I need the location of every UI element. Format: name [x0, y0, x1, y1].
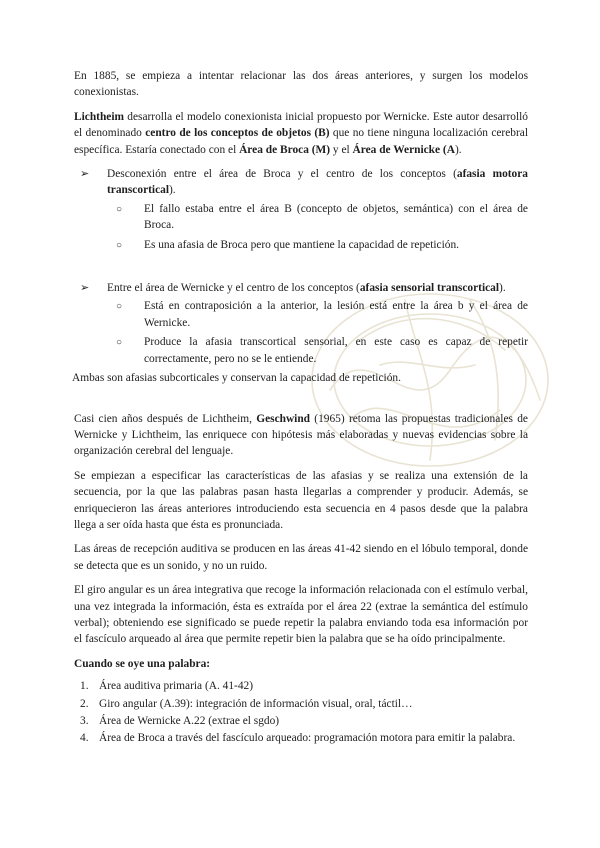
sub-bullet: ○ Está en contraposición a la anterior, la lesión está entre la área b y el área de Wernicke.: [116, 300, 528, 329]
circle-bullet-icon: ○: [116, 337, 123, 349]
arrow-bullet-icon: ➢: [80, 282, 90, 295]
bullet-afasia-sensorial: ➢ Entre el área de Wernicke y el centro de los conceptos (afasia sensorial transcortical).: [80, 280, 528, 296]
term-geschwind: Geschwind: [256, 412, 311, 425]
circle-bullet-icon: ○: [116, 239, 123, 251]
list-item: 2. Giro angular (A.39): integración de información visual, oral, táctil…: [80, 697, 413, 710]
paragraph-secuencia: Se empiezan a especificar las características de las afasias y se realiza una extensión de la secuencia, por la que las palabras pasan hasta llegarlas a comprender y producir. Además, se enriquecieron las áreas anteriores introduciendo esta secuencia en 4 pasos desde que la palabra llega a ser oída hasta que ésta es pronunciada.: [74, 469, 528, 531]
sub-bullet: ○ Es una afasia de Broca pero que mantiene la capacidad de repetición.: [116, 237, 528, 253]
term-area-wernicke: Área de Wernicke (A: [352, 143, 455, 156]
sub-bullet: ○ El fallo estaba entre el área B (concepto de objetos, semántica) con el área de Broca.: [116, 202, 528, 232]
term-area-broca: Área de Broca (M): [239, 143, 331, 156]
list-item: 3. Área de Wernicke A.22 (extrae el sgdo): [80, 715, 280, 727]
document-page: [74, 68, 528, 748]
circle-bullet-icon: ○: [116, 203, 123, 215]
list-item: 1. Área auditiva primaria (A. 41-42): [80, 680, 254, 693]
arrow-bullet-icon: ➢: [80, 168, 90, 181]
list-item: 4. Área de Broca a través del fascículo arqueado: programación motora para emitir la palabra.: [80, 732, 516, 745]
paragraph-closing: Ambas son afasias subcorticales y conservan la capacidad de repetición.: [72, 372, 401, 385]
circle-bullet-icon: ○: [116, 301, 123, 313]
term-centro-conceptos: centro de los conceptos de objetos (B): [145, 127, 330, 140]
paragraph-intro: En 1885, se empieza a intentar relacionar las dos áreas anteriores, y surgen los modelos conexionistas.: [74, 70, 528, 99]
paragraph-lichtheim: Lichtheim desarrolla el modelo conexionista inicial propuesto por Wernicke. Este autor desarrolló el denominado centro de los conceptos de objetos (B) que no tiene ninguna localización cerebral específica. Estaría conectado con el Área de Broca (M) y el Área de Wernicke (A).: [74, 110, 528, 156]
term-afasia-motora: afasia motora transcortical: [107, 168, 529, 197]
paragraph-recepcion-auditiva: Las áreas de recepción auditiva se producen en las áreas 41-42 siendo en el lóbulo temporal, donde se detecta que es un sonido, y no un ruido.: [74, 543, 528, 572]
bullet-afasia-motora: ➢ Desconexión entre el área de Broca y el centro de los conceptos (afasia motora transcortical).: [80, 168, 529, 197]
sub-bullet: ○ Produce la afasia transcortical sensorial, en este caso es capaz de repetir correctamente, pero no se le entiende.: [116, 336, 528, 365]
paragraph-giro-angular: El giro angular es un área integrativa que recoge la información relacionada con el estímulo verbal, una vez integrada la información, ésta es extraída por el área 22 (extrae la semántica del estímulo verbal); obteniendo ese significado se puede repetir la palabra enviando toda esa información por el fascículo arqueado al área que permite repetir bien la palabra que se ha oído principalmente.: [74, 584, 528, 646]
paragraph-geschwind: Casi cien años después de Lichtheim, Geschwind (1965) retoma las propuestas tradicionales de Wernicke y Lichtheim, las enriquece con hipótesis más elaboradas y nuevas evidencias sobre la organización cerebral del lenguaje.: [74, 412, 528, 458]
term-afasia-sensorial: afasia sensorial transcortical: [359, 282, 500, 295]
term-lichtheim: Lichtheim: [74, 110, 124, 123]
section-heading: Cuando se oye una palabra:: [74, 657, 211, 670]
